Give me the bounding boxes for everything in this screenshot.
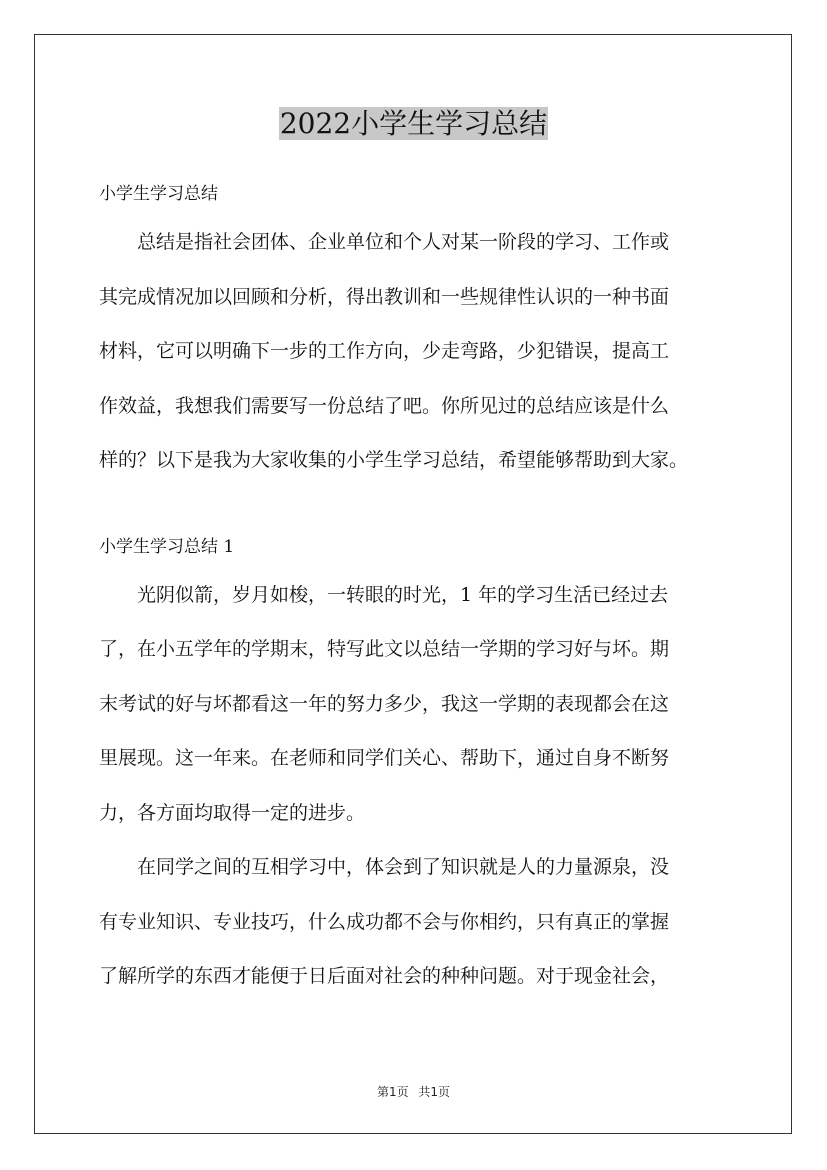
- paragraph-line: 材料，它可以明确下一步的工作方向，少走弯路，少犯错误，提高工: [99, 340, 670, 362]
- paragraph-line: 有专业知识、专业技巧，什么成功都不会与你相约，只有真正的掌握: [99, 910, 670, 933]
- document-title-text: 2022小学生学习总结: [279, 107, 548, 140]
- page-number: 第1页: [376, 1085, 409, 1099]
- section-heading: 小学生学习总结 1: [99, 536, 235, 557]
- paragraph-line: 其完成情况加以回顾和分析，得出教训和一些规律性认识的一种书面: [99, 285, 670, 308]
- section-paragraph-1: [99, 568, 731, 841]
- document-title: [0, 104, 827, 144]
- page-footer: [0, 1083, 827, 1101]
- paragraph-line: 光阴似箭，岁月如梭，一转眼的时光，1 年的学习生活已经过去: [137, 583, 669, 606]
- document-heading: 小学生学习总结: [99, 184, 218, 204]
- paragraph-line: 了解所学的东西才能便于日后面对社会的种种问题。对于现金社会，: [99, 965, 670, 987]
- page-total: 共1页: [418, 1085, 451, 1099]
- section-spacer: [99, 488, 731, 526]
- paragraph-line: 了，在小五学年的学期末，特写此文以总结一学期的学习好与坏。期: [99, 638, 670, 660]
- paragraph-line: 里展现。这一年来。在老师和同学们关心、帮助下，通过自身不断努: [99, 747, 670, 769]
- paragraph-line: 力，各方面均取得一定的进步。: [99, 801, 366, 824]
- paragraph-line: 样的？以下是我为大家收集的小学生学习总结，希望能够帮助到大家。: [99, 449, 689, 471]
- intro-paragraph: [99, 215, 731, 488]
- paragraph-line: 末考试的好与坏都看这一年的努力多少，我这一学期的表现都会在这: [99, 692, 670, 715]
- paragraph-line: 总结是指社会团体、企业单位和个人对某一阶段的学习、工作或: [137, 231, 670, 253]
- document-body: [99, 173, 731, 1004]
- paragraph-line: 作效益，我想我们需要写一份总结了吧。你所见过的总结应该是什么: [99, 394, 670, 417]
- section-paragraph-2: [99, 840, 731, 1004]
- paragraph-line: 在同学之间的互相学习中，体会到了知识就是人的力量源泉，没: [137, 856, 670, 878]
